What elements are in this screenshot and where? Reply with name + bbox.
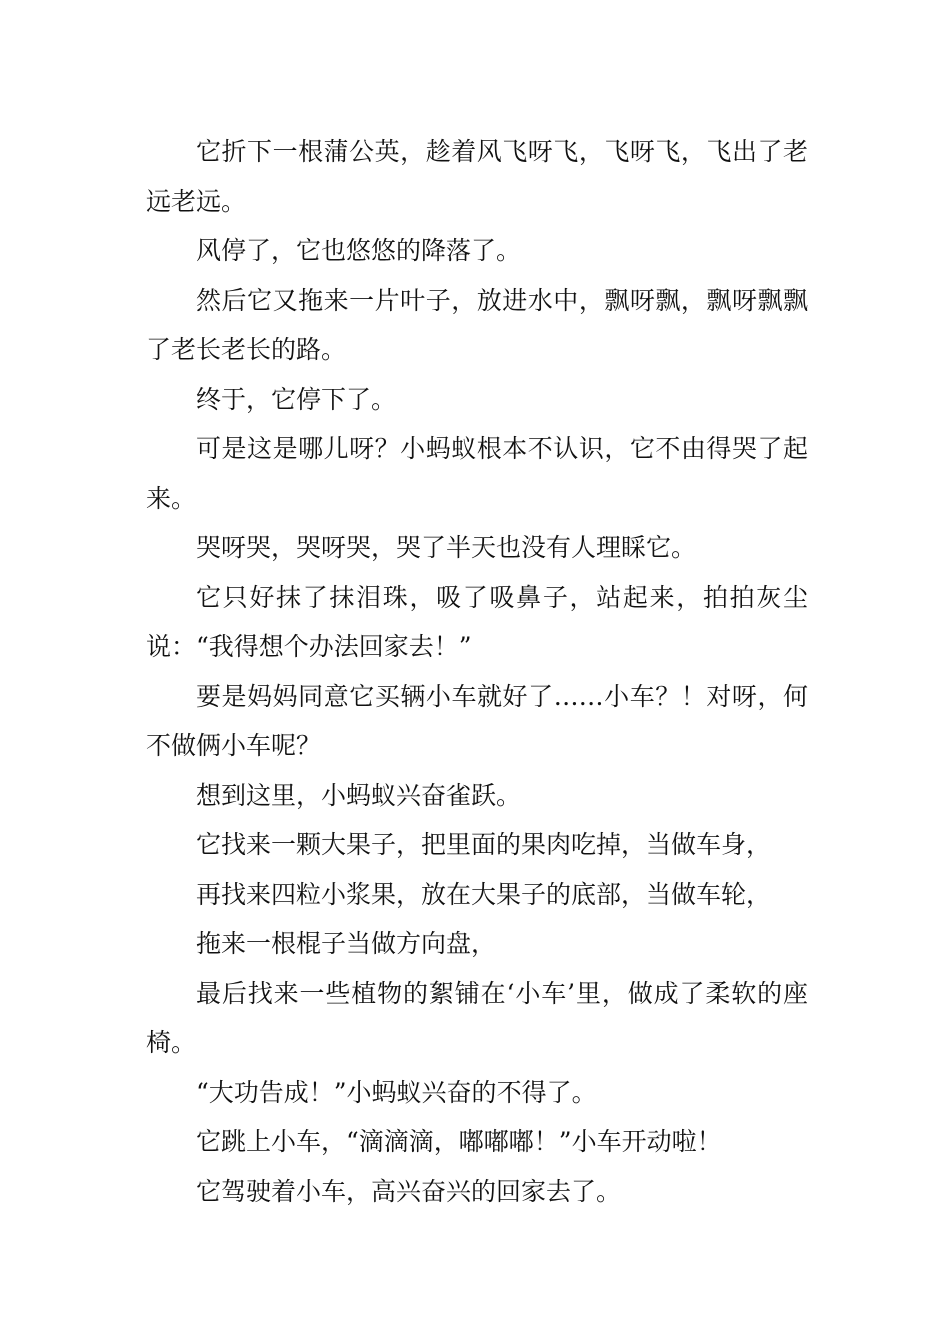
- paragraph: 它折下一根蒲公英，趁着风飞呀飞，飞呀飞，飞出了老远老远。: [146, 137, 808, 216]
- paragraph: 哭呀哭，哭呀哭，哭了半天也没有人理睬它。: [196, 533, 697, 562]
- paragraph: 可是这是哪儿呀？小蚂蚁根本不认识，它不由得哭了起来。: [146, 434, 808, 513]
- paragraph: 拖来一根棍子当做方向盘，: [196, 929, 497, 958]
- paragraph: 终于，它停下了。: [196, 384, 397, 414]
- paragraph: 最后找来一些植物的絮铺在‘小车’里，做成了柔软的座椅。: [146, 978, 808, 1057]
- paragraph: 再找来四粒小浆果，放在大果子的底部，当做车轮，: [196, 879, 772, 909]
- paragraph: “大功告成！”小蚂蚁兴奋的不得了。: [196, 1077, 597, 1107]
- paragraph: 然后它又拖来一片叶子，放进水中，飘呀飘，飘呀飘飘了老长老长的路。: [146, 285, 808, 364]
- paragraph: 它只好抹了抹泪珠，吸了吸鼻子，站起来，拍拍灰尘说：“我得想个办法回家去！”: [146, 582, 808, 661]
- paragraph: 它驾驶着小车，高兴奋兴的回家去了。: [196, 1176, 622, 1206]
- paragraph: 它跳上小车，“滴滴滴，嘟嘟嘟！”小车开动啦！: [196, 1127, 722, 1156]
- paragraph: 风停了，它也悠悠的降落了。: [196, 236, 522, 265]
- paragraph: 它找来一颗大果子，把里面的果肉吃掉，当做车身，: [196, 830, 772, 859]
- story-text: [146, 127, 808, 1216]
- paragraph: 想到这里，小蚂蚁兴奋雀跃。: [196, 780, 522, 810]
- paragraph: 要是妈妈同意它买辆小车就好了……小车？！对呀，何不做俩小车呢？: [146, 681, 808, 760]
